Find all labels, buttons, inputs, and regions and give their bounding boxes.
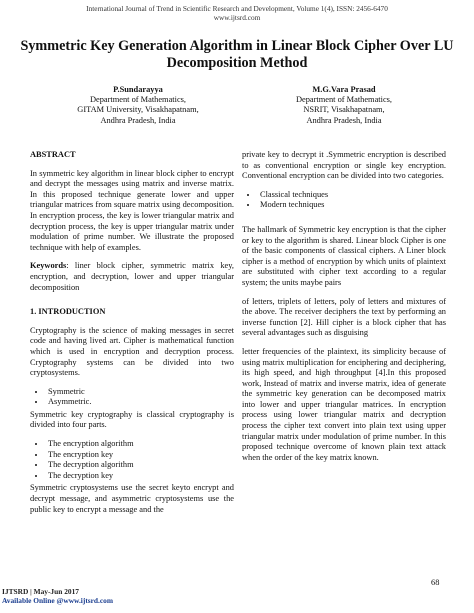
left-column xyxy=(30,150,234,523)
author-place: Andhra Pradesh, India xyxy=(306,115,382,125)
keywords xyxy=(30,261,234,293)
abstract-text: In symmetric key algorithm in linear block cipher to encrypt and decrypt the messages using matrix and inverse matrix. In this proposed technique generate lower and upper triangular matrices from square matrix using decomposition. In encryption process, the key is lower triangular matrix and decryption process, the key is upper triangular matrix under modulation of prime number. We illustrate the proposed technique with help of examples. xyxy=(30,168,234,252)
list-item: • Modern techniques xyxy=(258,200,446,211)
author-name: M.G.Vara Prasad xyxy=(312,85,376,94)
footer-issue: IJTSRD | May-Jun 2017 xyxy=(2,587,79,596)
right-paragraph-1: private key to decrypt it .Symmetric encryption is described to as conventional encryption or single key encryption. Conventional encryption can be divided into two categories. xyxy=(242,150,446,181)
list-item: • Classical techniques xyxy=(258,190,446,201)
intro-paragraph-1: Cryptography is the science of making messages in secret code and having lived art. Cipher is mathematical function which is used in encryption and decryption process. Cryptography systems can be divided into two cryptosystems. xyxy=(30,325,234,378)
journal-url: www.ijtsrd.com xyxy=(213,13,261,22)
intro-paragraph-2: Symmetric key cryptography is classical cryptography is divided into four parts. xyxy=(30,409,234,430)
list-item: • Asymmetric. xyxy=(46,397,234,408)
list-item: • The decryption key xyxy=(46,471,234,482)
cryptosystem-list xyxy=(30,387,234,408)
list-item: • The encryption algorithm xyxy=(46,439,234,450)
author-name: P.Sundarayya xyxy=(113,85,163,94)
footer xyxy=(2,587,113,605)
list-item: • The decryption algorithm xyxy=(46,460,234,471)
right-paragraph-2: The hallmark of Symmetric key encryption is that the cipher or key to the algorithm is shared. Linear block Cipher is one of the basic components of classical ciphers. A Liner block cipher is a method of encryption by which units of plaintext are substituted with cipher text according to a regular system; the units maybe pairs xyxy=(242,224,446,287)
keywords-label: Keywords xyxy=(30,261,67,271)
list-item: • Symmetric xyxy=(46,387,234,398)
intro-heading: 1. INTRODUCTION xyxy=(30,307,106,317)
paper-title: Symmetric Key Generation Algorithm in Linear Block Cipher Over LU Decomposition Method xyxy=(20,38,454,71)
keywords-text: : liner block cipher, symmetric matrix key, encryption, and decryption, lower and upper triangular decomposition xyxy=(30,261,234,292)
page-number: 68 xyxy=(431,578,440,587)
author-inst: GITAM University, Visakhapatnam, xyxy=(77,105,199,115)
author-dept: Department of Mathematics, xyxy=(295,95,393,105)
abstract-heading: ABSTRACT xyxy=(30,150,76,159)
parts-list xyxy=(30,439,234,481)
intro-paragraph-3: Symmetric cryptosystems use the secret keyto encrypt and decrypt message, and asymmetric cryptosystems use the public key to encrypt a message and the xyxy=(30,483,234,514)
footer-url: Available Online @www.ijtsrd.com xyxy=(2,596,114,605)
author-dept: Department of Mathematics, xyxy=(89,95,187,105)
author-block-1 xyxy=(38,85,238,126)
right-column xyxy=(242,150,446,471)
journal-header xyxy=(0,4,474,22)
author-block-2 xyxy=(244,85,444,126)
list-item: • The encryption key xyxy=(46,450,234,461)
technique-list xyxy=(242,190,446,211)
author-place: Andhra Pradesh, India xyxy=(100,115,176,125)
author-inst: NSRIT, Visakhapatnam, xyxy=(303,105,385,115)
right-paragraph-4: letter frequencies of the plaintext, its simplicity because of using matrix multiplication for enciphering and deciphering, its high speed, and high throughput [4].In this proposed work, Instead of matrix and inverse matrix, idea of generate the symmetric key generation can be decomposed matrix into lower and upper triangular matrices. In encryption process using lower triangular matrix and decryption process the cipher text convert into plain text using upper triangular matrix under modulation of prime number. In this proposed technique overcome of known plain text attack when the order of the key matrix known. xyxy=(242,346,446,462)
right-paragraph-3: of letters, triplets of letters, poly of letters and mixtures of the above. The receiver deciphers the text by performing an inverse function [2]. Hill cipher is a block cipher that has several advantages such as disguising xyxy=(242,296,446,338)
journal-name: International Journal of Trend in Scientific Research and Development, Volume 1(4), ISSN: 2456-6470 xyxy=(86,4,388,13)
